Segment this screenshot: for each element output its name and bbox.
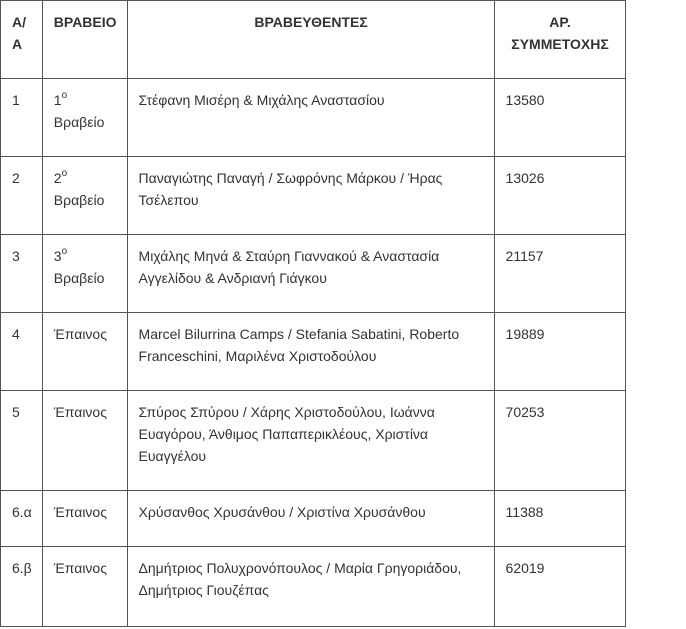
header-aa: Α/Α	[1, 1, 43, 79]
table-row	[1, 313, 626, 391]
table-row	[1, 157, 626, 235]
row-prize	[42, 235, 127, 313]
row-entry: 13580	[494, 79, 625, 157]
row-winners: Στέφανη Μισέρη & Μιχάλης Αναστασίου	[127, 79, 494, 157]
row-entry: 70253	[494, 391, 625, 491]
row-prize	[42, 79, 127, 157]
prize-rank: $1^o$	[53, 90, 68, 108]
prize-rank: $2^o$	[53, 168, 68, 186]
row-winners: Παναγιώτης Παναγή / Σωφρόνης Μάρκου / Ήρας Τσέλεπου	[127, 157, 494, 235]
header-prize: ΒΡΑΒΕΙΟ	[42, 1, 127, 79]
prize-word: Βραβείο	[53, 114, 105, 130]
table-row	[1, 391, 626, 491]
prize-word: Βραβείο	[53, 270, 105, 286]
row-aa: 2	[1, 157, 43, 235]
row-prize: Έπαινος	[42, 491, 127, 547]
row-winners: Δημήτριος Πολυχρονόπουλος / Μαρία Γρηγοριάδου, Δημήτριος Γιουζέπας	[127, 547, 494, 627]
row-aa: 6.α	[1, 491, 43, 547]
row-winners: Σπύρος Σπύρου / Χάρης Χριστοδούλου, Ιωάννα Ευαγόρου, Άνθιμος Παπαπερικλέους, Χριστίνα Ευαγγέλου	[127, 391, 494, 491]
row-winners: Χρύσανθος Χρυσάνθου / Χριστίνα Χρυσάνθου	[127, 491, 494, 547]
row-aa: 3	[1, 235, 43, 313]
table-row	[1, 235, 626, 313]
row-entry: 11388	[494, 491, 625, 547]
row-entry: 19889	[494, 313, 625, 391]
row-aa: 1	[1, 79, 43, 157]
header-winners: ΒΡΑΒΕΥΘΕΝΤΕΣ	[127, 1, 494, 79]
row-prize: Έπαινος	[42, 391, 127, 491]
row-prize: Έπαινος	[42, 313, 127, 391]
prize-word: Βραβείο	[53, 192, 105, 208]
table-header-row	[1, 1, 626, 79]
row-winners: Marcel Bilurrina Camps / Stefania Sabatini, Roberto Franceschini, Μαριλένα Χριστοδούλου	[127, 313, 494, 391]
header-entry-number: ΑΡ. ΣΥΜΜΕΤΟΧΗΣ	[494, 1, 625, 79]
row-aa: 5	[1, 391, 43, 491]
table-row	[1, 79, 626, 157]
prize-rank: $3^o$	[53, 246, 68, 264]
row-entry: 13026	[494, 157, 625, 235]
table-row	[1, 491, 626, 547]
row-prize: Έπαινος	[42, 547, 127, 627]
table-row	[1, 547, 626, 627]
row-winners: Μιχάλης Μηνά & Σταύρη Γιαννακού & Αναστασία Αγγελίδου & Ανδριανή Γιάγκου	[127, 235, 494, 313]
row-aa: 4	[1, 313, 43, 391]
row-prize	[42, 157, 127, 235]
row-entry: 62019	[494, 547, 625, 627]
row-entry: 21157	[494, 235, 625, 313]
row-aa: 6.β	[1, 547, 43, 627]
